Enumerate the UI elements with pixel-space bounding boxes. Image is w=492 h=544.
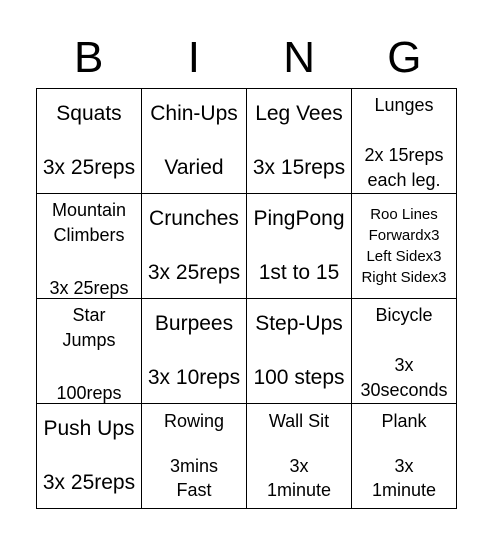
cell-title: Push Ups (43, 417, 135, 440)
bingo-header (36, 28, 457, 88)
bingo-cell-roo-lines (352, 194, 457, 299)
cell-title: Squats (56, 102, 122, 125)
cell-title: Crunches (149, 207, 239, 230)
bingo-cell-pingpong (247, 194, 352, 299)
cell-detail: Varied (164, 156, 224, 179)
header-letter-n: N (283, 33, 316, 82)
cell-detail: 3x 10reps (147, 366, 241, 389)
bingo-cell-mountain-climbers (37, 194, 142, 299)
cell-title: Lunges (374, 95, 434, 115)
bingo-cell-burpees (142, 299, 247, 404)
cell-title: Step-Ups (255, 312, 343, 335)
cell-detail: 3x 15reps (252, 156, 346, 179)
cell-detail: 3x 25reps (42, 156, 136, 179)
cell-detail: 3x 1minute (266, 456, 332, 500)
bingo-cell-crunches (142, 194, 247, 299)
bingo-card (36, 88, 457, 509)
cell-title: Plank (381, 411, 427, 431)
bingo-cell-plank (352, 404, 457, 509)
cell-title: Chin-Ups (150, 102, 238, 125)
header-letter-g: G (387, 33, 422, 82)
cell-title: Rowing (163, 411, 225, 431)
cell-title: Burpees (154, 312, 234, 335)
cell-detail: 2x 15reps each leg. (364, 145, 444, 190)
cell-title: Mountain Climbers (51, 200, 127, 245)
bingo-cell-push-ups (37, 404, 142, 509)
cell-title: PingPong (253, 207, 345, 230)
cell-detail: 3mins Fast (169, 456, 218, 500)
cell-title: Leg Vees (255, 102, 343, 125)
bingo-cell-step-ups (247, 299, 352, 404)
bingo-cell-chin-ups (142, 89, 247, 194)
bingo-cell-rowing (142, 404, 247, 509)
header-letter-b: B (73, 33, 104, 82)
cell-detail: 3x 25reps (49, 278, 129, 298)
bingo-cell-lunges (352, 89, 457, 194)
bingo-cell-squats (37, 89, 142, 194)
cell-detail: 3x 1minute (371, 456, 437, 500)
cell-detail: 1st to 15 (258, 261, 340, 284)
cell-title: Roo Lines Forwardx3 Left Sidex3 Right Sidex3 (361, 206, 447, 286)
cell-detail: 3x 30seconds (360, 355, 448, 400)
cell-detail: 3x 25reps (147, 261, 241, 284)
cell-detail: 3x 25reps (42, 471, 136, 494)
cell-title: Star Jumps (62, 305, 116, 350)
cell-detail: 100reps (56, 383, 122, 403)
bingo-cell-wall-sit (247, 404, 352, 509)
bingo-cell-leg-vees (247, 89, 352, 194)
bingo-cell-bicycle (352, 299, 457, 404)
cell-title: Wall Sit (268, 411, 330, 431)
cell-title: Bicycle (375, 305, 433, 325)
cell-detail: 100 steps (253, 366, 345, 389)
bingo-cell-star-jumps (37, 299, 142, 404)
header-letter-i: I (187, 33, 200, 82)
